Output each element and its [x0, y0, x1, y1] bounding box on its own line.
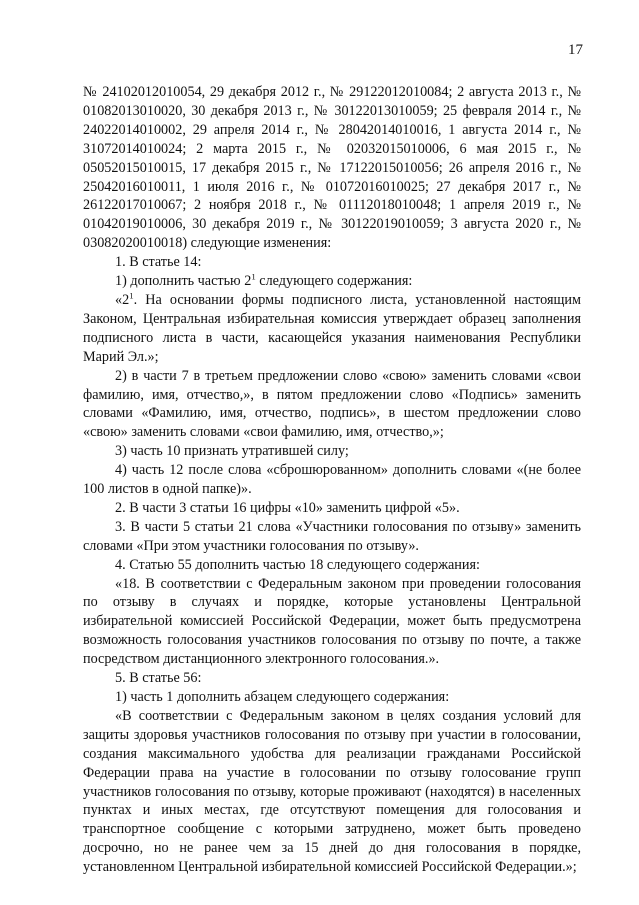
paragraph-section-4: 4. Статью 55 дополнить частью 18 следующего содержания:	[115, 556, 480, 573]
paragraph-item-1-article-56: 1) часть 1 дополнить абзацем следующего содержания:	[115, 689, 450, 705]
paragraph-item-2: 2) в части 7 в третьем предложении слово «свою» заменить словами «свои фамилию, имя, отчество,», в пятом предложении слово «Подпись» заменить словами «Фамилию, имя, отчество, подпись», в шестом предложении слово «свою» заменить словами «свои фамилию, имя, отчество,»;	[83, 367, 581, 441]
text-segment: «2	[115, 291, 130, 308]
document-body	[83, 83, 581, 877]
paragraph-item-1	[83, 272, 581, 291]
paragraph-amendment-list: № 24102012010054, 29 декабря 2012 г., № 29122012010084; 2 августа 2013 г., № 01082013010020, 30 декабря 2013 г., № 30122013010059; 25 февраля 2014 г., № 24022014010002, 29 апреля 2014 г., № 28042014010016, 1 августа 2014 г., № 31072014010024; 2 марта 2015 г., № 02032015010006, 6 мая 2015 г., № 05052015010015, 17 декабря 2015 г., № 17122015010056; 26 апреля 2016 г., № 25042016010011, 1 июля 2016 г., № 01072016010025; 27 декабря 2017 г., № 26122017010067; 2 ноября 2018 г., № 01112018010048; 1 апреля 2019 г., № 01042019010006, 30 декабря 2019 г., № 30122019010059; 3 августа 2020 г., № 03082020010018) следующие изменения:	[83, 84, 581, 252]
text-segment: следующего содержания:	[255, 273, 413, 290]
superscript: 1	[129, 290, 134, 301]
superscript: 1	[251, 271, 256, 282]
paragraph-item-3: 3) часть 10 признать утратившей силу;	[115, 443, 349, 460]
paragraph-part-18: «18. В соответствии с Федеральным законом при проведении голосования по отзыву в случаях и порядке, которые установлены Центральной избирательной комиссией Российской Федерации, может быть предусмотрена возможность голосования участников голосования по отзыву по почте, а также посредством дистанционного электронного голосования.».	[83, 575, 581, 668]
paragraph-section-5: 5. В статье 56:	[115, 670, 202, 687]
text-segment: . На основании формы подписного листа, установленной настоящим Законом, Центральная избирательная комиссия утверждает образец заполнения подписного листа в части, касающейся указания наименования Республики Марий Эл.»;	[83, 291, 581, 365]
page-number: 17	[568, 42, 583, 58]
paragraph-section-2: 2. В части 3 статьи 16 цифры «10» заменить цифрой «5».	[115, 499, 460, 516]
paragraph-item-4: 4) часть 12 после слова «сброшюрованном» дополнить словами «(не более 100 листов в одной папке)».	[83, 462, 581, 498]
text-segment: 1) дополнить частью 2	[115, 273, 252, 290]
paragraph-article-14-heading: 1. В статье 14:	[115, 254, 202, 271]
paragraph-quoted-addition: «В соответствии с Федеральным законом в целях создания условий для защиты здоровья участников голосования по отзыву при участии в голосовании, создания максимального удобства для реализации гражданами Российской Федерации права на участие в голосовании по отзыву голосование групп участников голосования по отзыву, которые проживают (находятся) в населенных пунктах и иных местах, где отсутствуют помещения для голосования и транспортное сообщение с которыми затруднено, может быть проведено досрочно, но не ранее чем за 15 дней до дня голосования в порядке, установленном Центральной избирательной комиссией Российской Федерации.»;	[83, 707, 581, 876]
paragraph-section-3: 3. В части 5 статьи 21 слова «Участники голосования по отзыву» заменить словами «При этом участники голосования по отзыву».	[83, 518, 581, 554]
paragraph-part-2-1	[83, 291, 581, 367]
